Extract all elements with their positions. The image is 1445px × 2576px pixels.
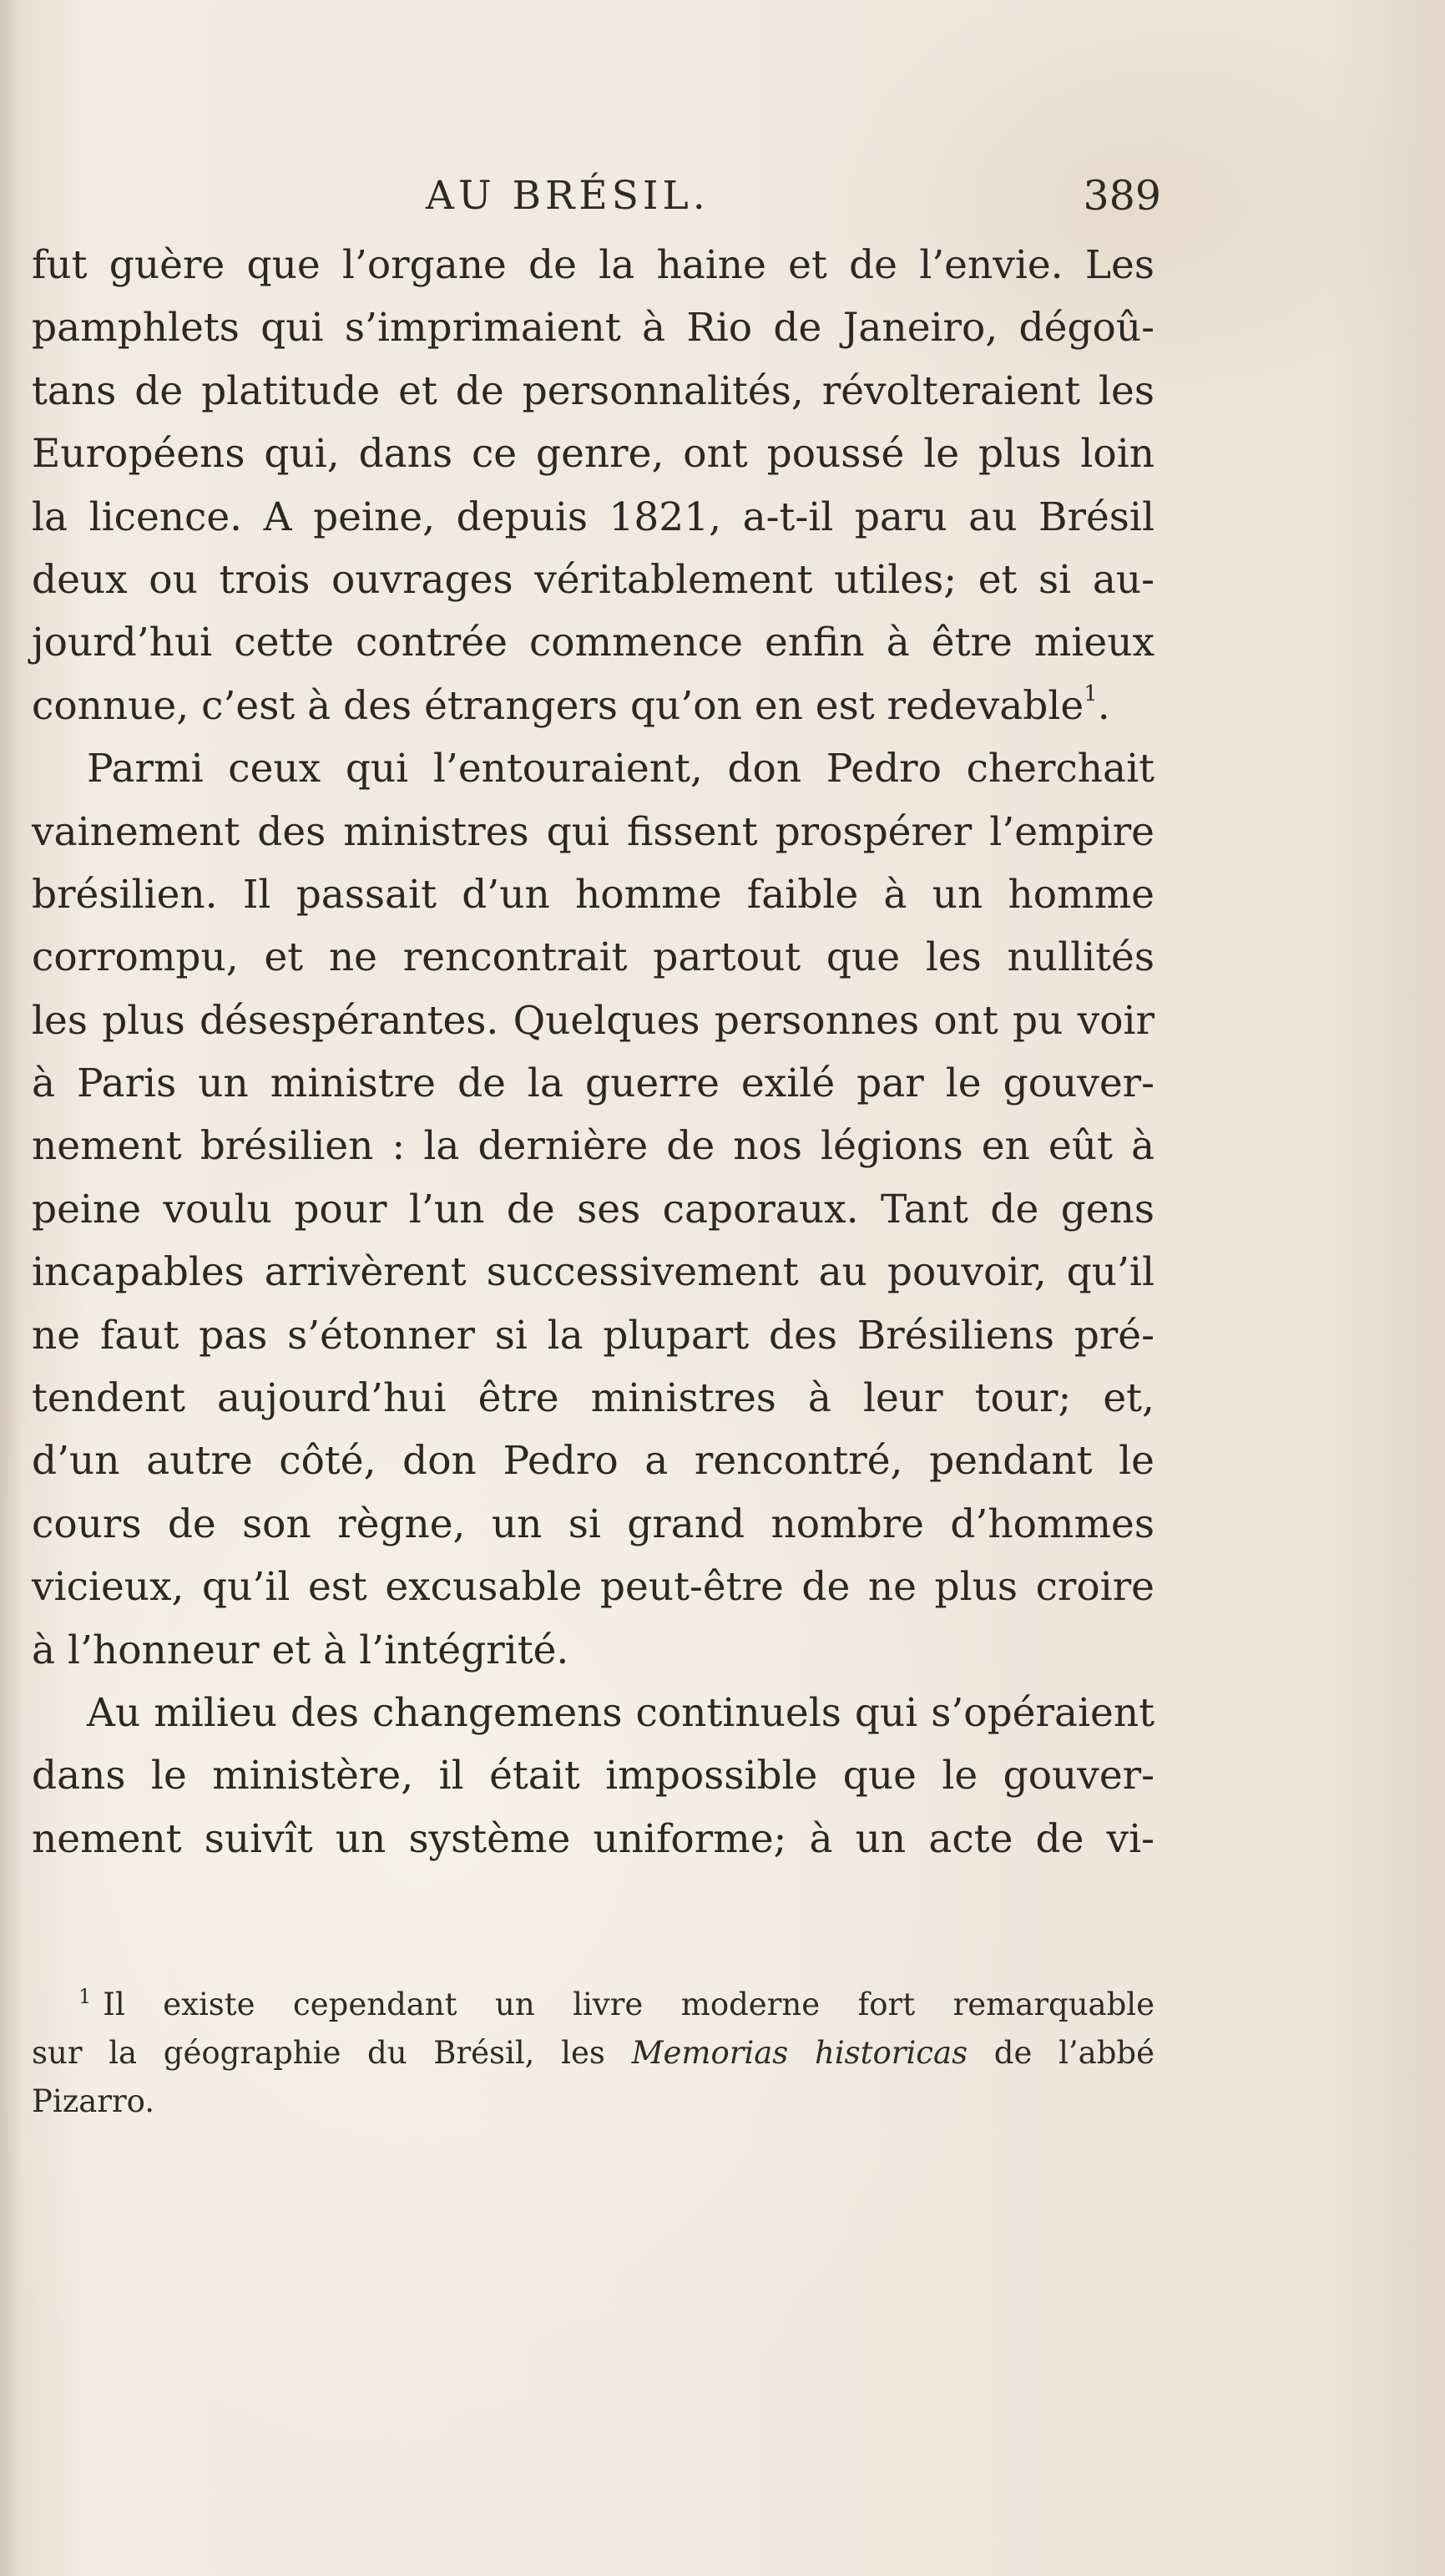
footnote-book-title: Memorias historicas (631, 2035, 968, 2071)
text-line: dans le ministère, il était impossible que le gouver- (32, 1753, 1154, 1799)
text-line: à l’honneur et à l’intégrité. (32, 1627, 569, 1673)
text-line: Européens qui, dans ce genre, ont poussé le plus loin (32, 431, 1154, 478)
text-line: tendent aujourd’hui être ministres à leur tour; et, (32, 1375, 1154, 1422)
text-line: les plus désespérantes. Quelques personnes ont pu voir (32, 997, 1154, 1044)
footnote-line-suffix: de l’abbé (993, 2035, 1154, 2071)
text-line: corrompu, et ne rencontrait partout que les nullités (32, 934, 1154, 981)
page-number: 389 (1083, 172, 1161, 220)
footnote-line (32, 1981, 1154, 2029)
text-line: jourd’hui cette contrée commence enfin à être mieux (32, 620, 1154, 666)
footnote-number: 1 (78, 1985, 92, 2008)
text-line: vainement des ministres qui fissent prospérer l’empire (32, 808, 1154, 855)
text-line: nement brésilien : la dernière de nos légions en eût à (32, 1123, 1154, 1170)
text-line: à Paris un ministre de la guerre exilé par le gouver- (32, 1060, 1154, 1107)
running-head (0, 171, 1445, 221)
footnote-line-content: Il existe cependant un livre moderne fort remarquable (103, 1986, 1154, 2022)
text-line: peine voulu pour l’un de ses caporaux. Tant de gens (32, 1186, 1154, 1232)
footnote-line: Pizarro. (32, 2083, 155, 2119)
footnote-line-prefix: sur la géographie du Brésil, les (32, 2035, 605, 2071)
text-line: la licence. A peine, depuis 1821, a-t-il paru au Brésil (32, 493, 1154, 540)
text-line: d’un autre côté, don Pedro a rencontré, pendant le (32, 1438, 1154, 1485)
text-line: cours de son règne, un si grand nombre d’hommes (32, 1501, 1154, 1547)
text-line: nement suivît un système uniforme; à un acte de vi- (32, 1815, 1154, 1862)
text-line: ne faut pas s’étonner si la plupart des Brésiliens pré- (32, 1312, 1154, 1359)
text-line: pamphlets qui s’imprimaient à Rio de Janeiro, dégoû- (32, 305, 1154, 352)
footnote-reference: 1 (1084, 681, 1098, 706)
page-edge-shadow (0, 0, 23, 2576)
footnote (32, 1981, 1154, 2126)
text-line: tans de platitude et de personnalités, révolteraient les (32, 367, 1154, 414)
body-text (32, 234, 1154, 1870)
text-line: brésilien. Il passait d’un homme faible à un homme (32, 871, 1154, 918)
text-line-content: connue, c’est à des étrangers qu’on en est redevable (32, 682, 1084, 729)
paragraph-start-line: Au milieu des changemens continuels qui s’opéraient (87, 1689, 1154, 1736)
footnote-line (32, 2029, 1154, 2078)
line-period: . (1097, 682, 1110, 729)
text-line-with-footnote (32, 675, 1154, 737)
paragraph-start-line: Parmi ceux qui l’entouraient, don Pedro cherchait (87, 746, 1154, 792)
text-line: incapables arrivèrent successivement au pouvoir, qu’il (32, 1249, 1154, 1296)
text-line: vicieux, qu’il est excusable peut-être de ne plus croire (32, 1564, 1154, 1611)
text-line: fut guère que l’organe de la haine et de l’envie. Les (32, 242, 1154, 288)
running-title: AU BRÉSIL. (426, 173, 710, 219)
text-line: deux ou trois ouvrages véritablement utiles; et si au- (32, 556, 1154, 603)
